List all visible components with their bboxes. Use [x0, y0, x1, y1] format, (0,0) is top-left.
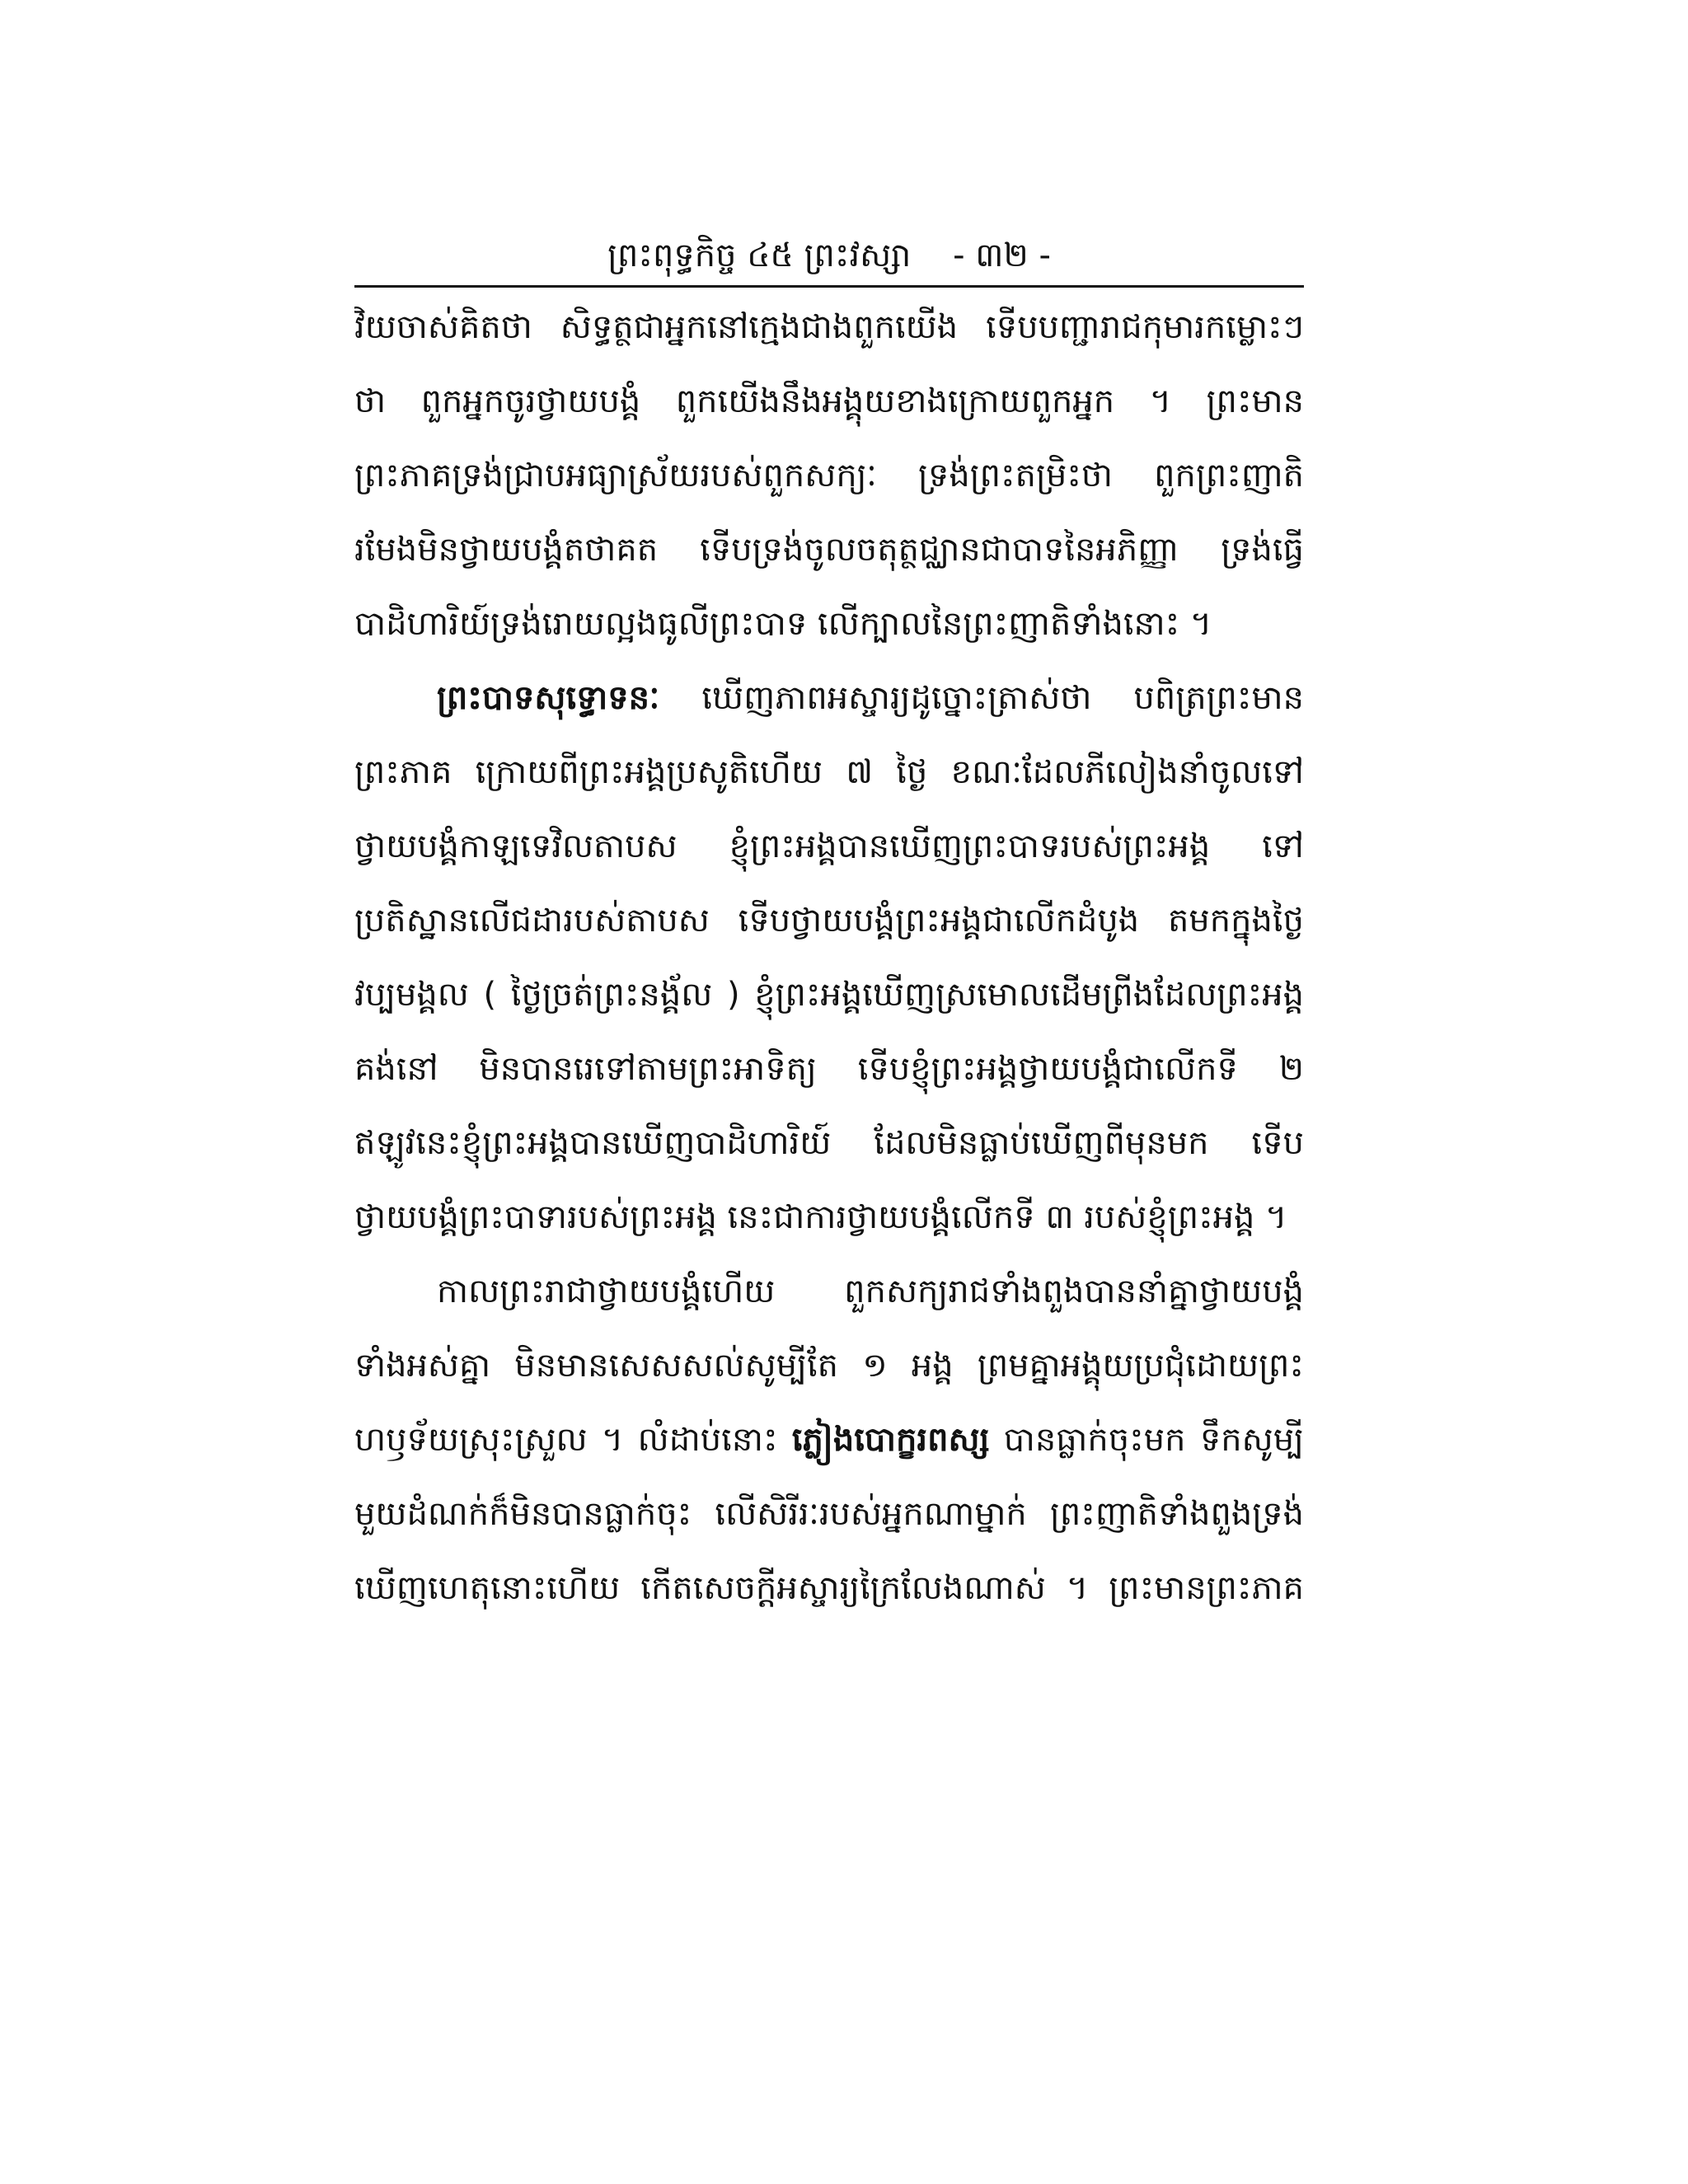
- text-line: ថ្វាយបង្គំកាឡទេវិលតាបស ខ្ញុំព្រះអង្គបានឃើញព្រះបាទរបស់ព្រះអង្គ ទៅ: [354, 827, 1304, 865]
- text-line: កាលព្រះរាជាថ្វាយបង្គំហើយ ពួកសក្យរាជទាំងពួងបាននាំគ្នាថ្វាយបង្គំ: [437, 1272, 1304, 1310]
- header-rule: [354, 285, 1304, 288]
- line-text: ហឫទ័យស្រុះស្រួល ។ លំដាប់នោះ: [354, 1421, 792, 1459]
- text-line: [354, 661, 1304, 735]
- page-number: - ៣២ -: [953, 237, 1051, 274]
- paragraph-1: [354, 290, 1304, 661]
- paragraph-3: [354, 1254, 1304, 1625]
- bold-term: ព្រះបាទសុទ្ធោទនៈ: [437, 679, 660, 717]
- text-line: ថា ពួកអ្នកចូរថ្វាយបង្គំ ពួកយើងនឹងអង្គុយខាងក្រោយពួកអ្នក ។ ព្រះមាន: [354, 382, 1304, 420]
- text-line: ទាំងអស់គ្នា មិនមានសេសសល់សូម្បីតែ ១ អង្គ ព្រមគ្នាអង្គុយប្រជុំដោយព្រះ: [354, 1347, 1304, 1385]
- body-text: [354, 290, 1304, 1625]
- bold-term: ភ្លៀងបោក្ខរពស្ស: [791, 1421, 990, 1459]
- line-text: ឃើញភាពអស្ចារ្យដូច្នោះត្រាស់ថា បពិត្រព្រះមាន: [701, 679, 1304, 717]
- paragraph-2: [354, 661, 1304, 1254]
- text-line: ព្រះភាគ ក្រោយពីព្រះអង្គប្រសូតិហើយ ៧ ថ្ងៃ ខណៈដែលភីលៀងនាំចូលទៅ: [354, 753, 1304, 791]
- text-line: វិយចាស់គិតថា សិទ្ធត្ថជាអ្នកនៅក្មេងជាងពួកយើង ទើបបញ្ជារាជកុមារកម្លោះៗ: [354, 308, 1304, 346]
- page-header: [354, 227, 1304, 284]
- text-line: [354, 1403, 1304, 1477]
- text-line: គង់នៅ មិនបានរេទៅតាមព្រះអាទិត្យ ទើបខ្ញុំព្រះអង្គថ្វាយបង្គំជាលើកទី ២: [354, 1050, 1304, 1088]
- text-line: រមែងមិនថ្វាយបង្គំតថាគត ទើបទ្រង់ចូលចតុត្ថជ្ឈានជាបាទនៃអភិញ្ញា ទ្រង់ធ្វើ: [354, 531, 1304, 569]
- text-line: ព្រះភាគទ្រង់ជ្រាបអធ្យាស្រ័យរបស់ពួកសក្យៈ ទ្រង់ព្រះតម្រិះថា ពួកព្រះញាតិ: [354, 457, 1304, 494]
- text-line: ថ្វាយបង្គំព្រះបាទារបស់ព្រះអង្គ នេះជាការថ្វាយបង្គំលើកទី ៣ របស់ខ្ញុំព្រះអង្គ ។: [354, 1198, 1287, 1236]
- text-line: មួយដំណក់ក៏មិនបានធ្លាក់ចុះ លើសិរីរៈរបស់អ្នកណាម្នាក់ ព្រះញាតិទាំងពួងទ្រង់: [354, 1495, 1304, 1533]
- text-line: បាដិហារិយ៍ទ្រង់រោយល្អងធូលីព្រះបាទ លើក្បាលនៃព្រះញាតិទាំងនោះ ។: [354, 605, 1212, 643]
- header-title: ព្រះពុទ្ធកិច្ច ៤៥ ព្រះវស្សា: [607, 237, 912, 274]
- text-line: ឥឡូវនេះខ្ញុំព្រះអង្គបានឃើញបាដិហារិយ៍ ដែលមិនធ្លាប់ឃើញពីមុនមក ទើប: [354, 1124, 1304, 1162]
- text-line: វប្បមង្គល ( ថ្ងៃច្រត់ព្រះនង្គ័ល ) ខ្ញុំព្រះអង្គឃើញស្រមោលដើមព្រីងដែលព្រះអង្គ: [354, 976, 1304, 1014]
- line-text: បានធ្លាក់ចុះមក ទឹកសូម្បី: [989, 1421, 1304, 1459]
- text-line: ឃើញហេតុនោះហើយ កើតសេចក្តីអស្ចារ្យក្រៃលែងណាស់ ។ ព្រះមានព្រះភាគ: [354, 1569, 1304, 1607]
- text-line: ប្រតិស្ឋានលើជដារបស់តាបស ទើបថ្វាយបង្គំព្រះអង្គជាលើកដំបូង តមកក្នុងថ្ងៃ: [354, 902, 1304, 940]
